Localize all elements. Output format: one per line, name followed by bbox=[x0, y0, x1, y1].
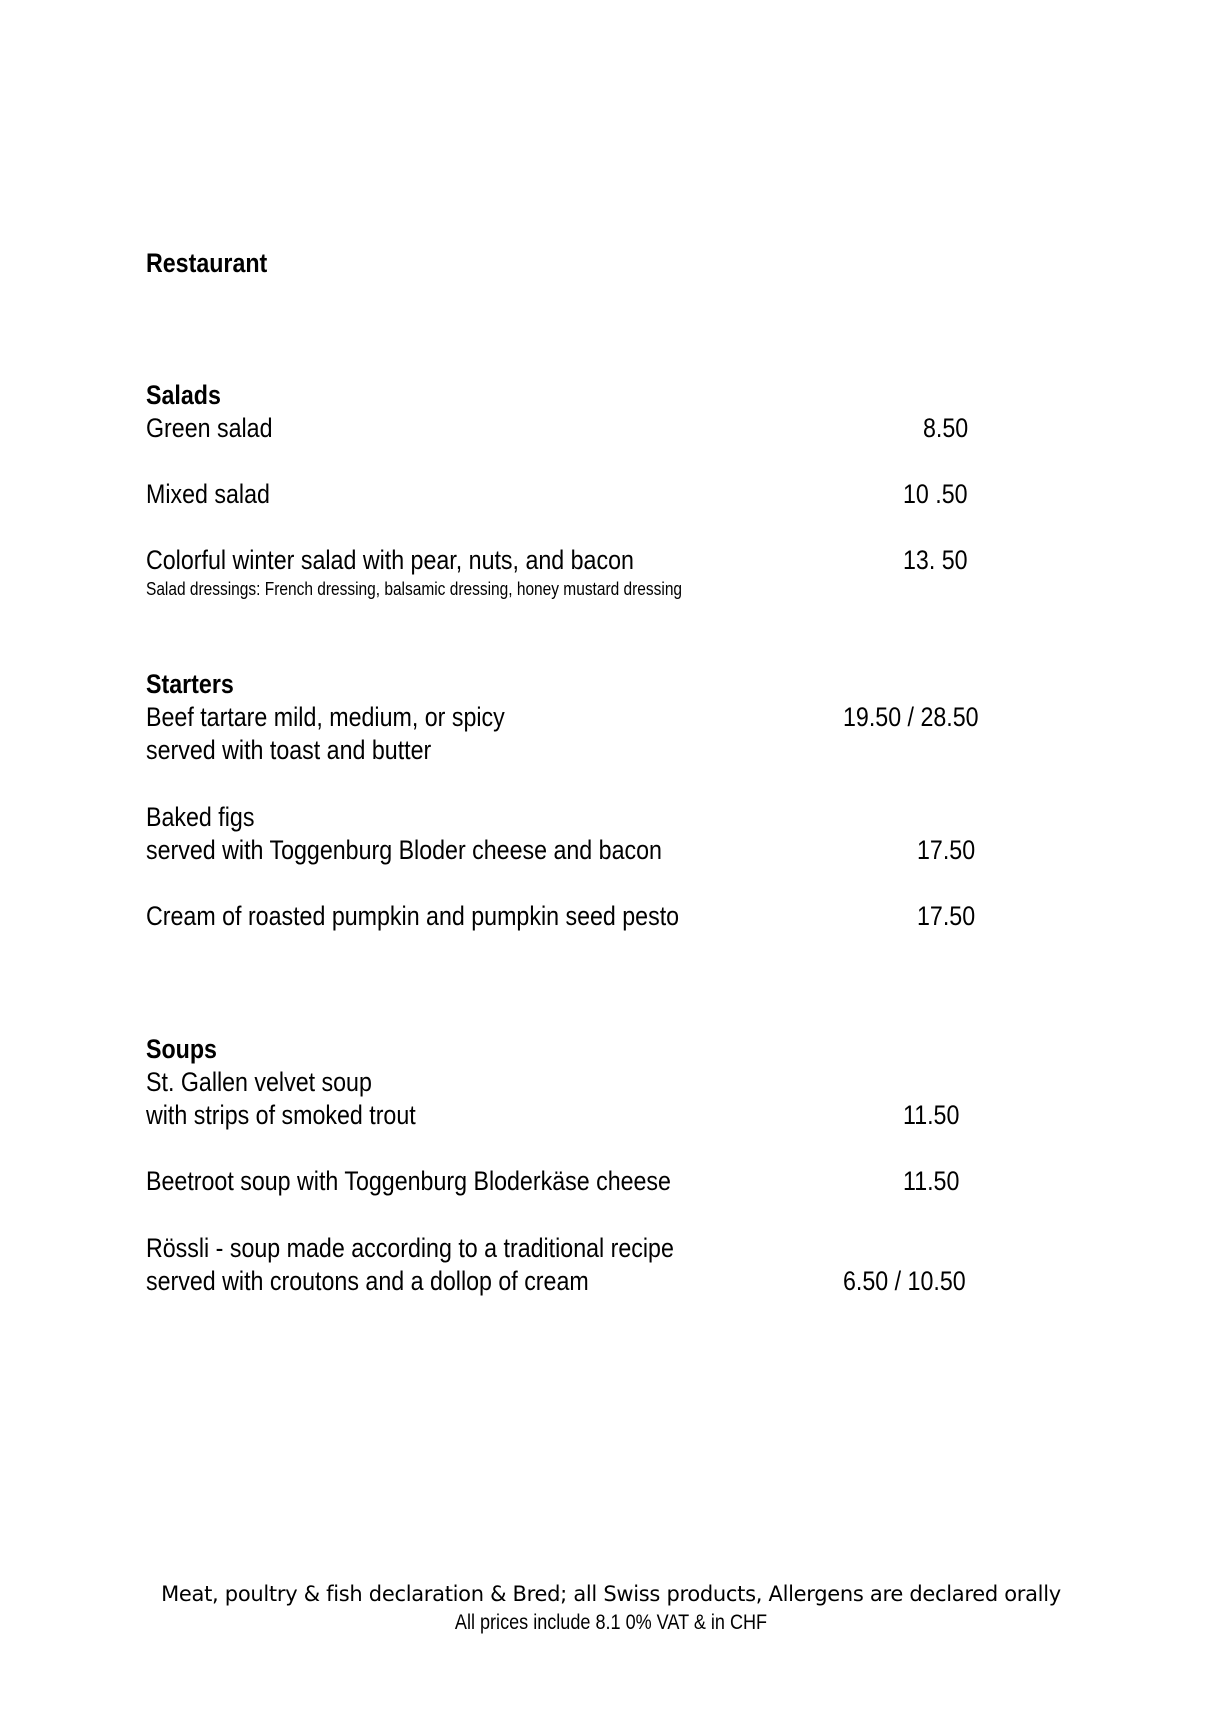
menu-item-name: St. Gallen velvet soup bbox=[146, 1067, 372, 1097]
menu-item-price: 11.50 bbox=[903, 1100, 960, 1130]
menu-item-name: Beef tartare mild, medium, or spicy bbox=[146, 702, 505, 732]
menu-item-name: Green salad bbox=[146, 413, 273, 443]
menu-item-price: 17.50 bbox=[917, 901, 976, 931]
menu-item-price: 13. 50 bbox=[903, 545, 968, 575]
menu-item-description: served with croutons and a dollop of cream bbox=[146, 1266, 589, 1296]
menu-item-price: 6.50 / 10.50 bbox=[843, 1266, 966, 1296]
menu-item-name: Cream of roasted pumpkin and pumpkin seed pesto bbox=[146, 901, 680, 931]
menu-item-name: Rössli - soup made according to a traditional recipe bbox=[146, 1233, 674, 1263]
menu-item-price: 17.50 bbox=[917, 835, 976, 865]
menu-item-price: 8.50 bbox=[923, 413, 969, 443]
menu-item-description: served with toast and butter bbox=[146, 735, 432, 765]
section-heading-soups: Soups bbox=[146, 1034, 217, 1064]
menu-item-price: 19.50 / 28.50 bbox=[843, 702, 979, 732]
section-heading-salads: Salads bbox=[146, 380, 221, 410]
footer-declaration: Meat, poultry & fish declaration & Bred; all Swiss products, Allergens are declared orally bbox=[161, 1582, 1061, 1606]
menu-item-name: Baked figs bbox=[146, 802, 255, 832]
menu-item-name: Colorful winter salad with pear, nuts, and bacon bbox=[146, 545, 634, 575]
menu-item-price: 11.50 bbox=[903, 1166, 960, 1196]
menu-item-description: with strips of smoked trout bbox=[146, 1100, 416, 1130]
menu-item-name: Mixed salad bbox=[146, 479, 270, 509]
footer-vat-note: All prices include 8.1 0% VAT & in CHF bbox=[454, 1611, 768, 1634]
menu-item-note: Salad dressings: French dressing, balsamic dressing, honey mustard dressing bbox=[146, 579, 683, 599]
menu-item-description: served with Toggenburg Bloder cheese and bacon bbox=[146, 835, 662, 865]
section-heading-starters: Starters bbox=[146, 669, 234, 699]
page-title: Restaurant bbox=[146, 248, 268, 278]
menu-item-price: 10 .50 bbox=[903, 479, 968, 509]
menu-item-name: Beetroot soup with Toggenburg Bloderkäse cheese bbox=[146, 1166, 671, 1196]
